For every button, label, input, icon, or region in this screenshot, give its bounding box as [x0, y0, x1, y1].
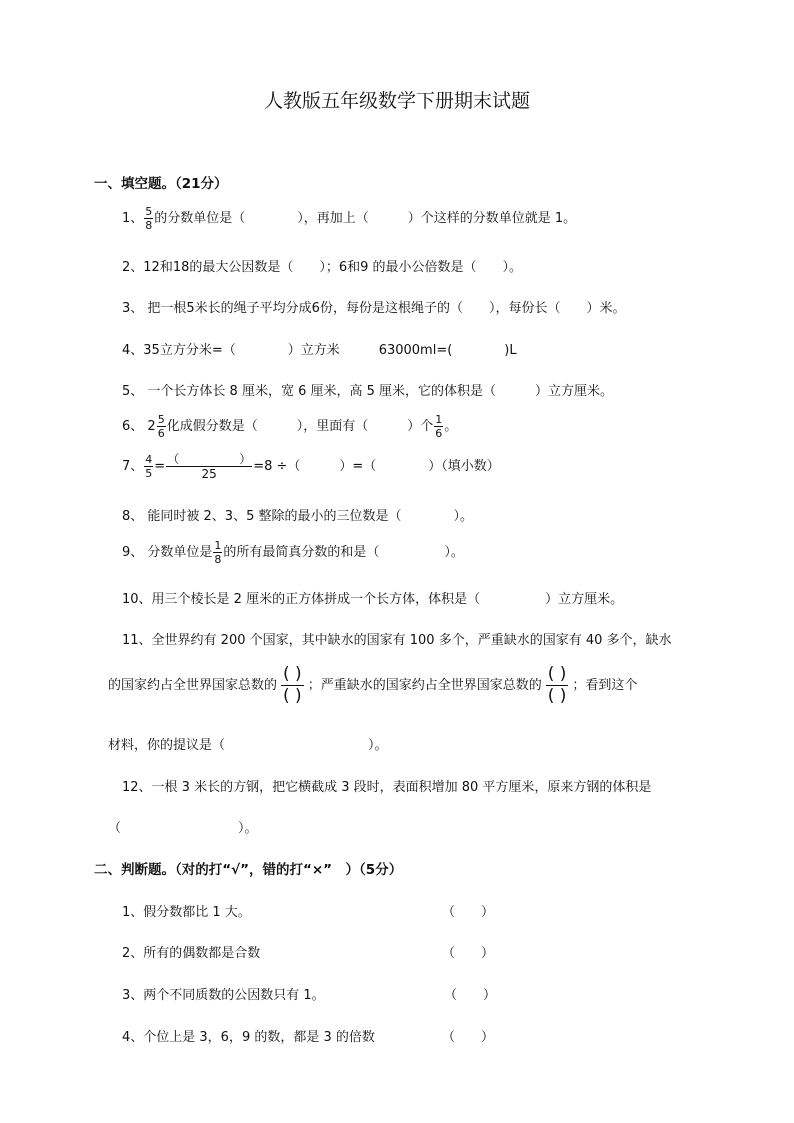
fraction-1-8: $\frac{1}{8}$ [214, 539, 222, 566]
judge-answer-2: （ ） [442, 946, 495, 961]
fraction-blank-25: $\frac{( )}{25}$ [167, 452, 252, 481]
question-12-line-2: （ ）。 [108, 821, 258, 836]
fraction-1-6: $\frac{1}{6}$ [435, 413, 443, 440]
question-11-line-3: 材料，你的提议是（ ）。 [108, 738, 388, 753]
judge-item-1: 1、假分数都比 1 大。 [122, 905, 251, 920]
question-5: 5、 一个长方体长 8 厘米，宽 6 厘米，高 5 厘米，它的体积是（ ）立方厘米。 [122, 384, 614, 399]
section-true-false-heading: 二、判断题。（对的打“√”，错的打“×” ）（5分） [94, 862, 403, 878]
blank-fraction-1: ( ) ( ) [283, 664, 302, 706]
blank-fraction-2: ( ) ( ) [547, 664, 567, 706]
fraction-4-5: $\frac{4}{5}$ [145, 453, 153, 480]
mixed-number: 2 $\frac{5}{6}$ [147, 413, 165, 440]
question-2: 2、12和18的最大公因数是（ ）；6和9 的最小公倍数是（ ）。 [122, 260, 523, 275]
section-fill-in-heading: 一、填空题。（21分） [94, 176, 228, 192]
page-title: 人教版五年级数学下册期末试题 [263, 90, 530, 112]
question-3: 3、 把一根5米长的绳子平均分成6份，每份是这根绳子的（ ），每份长（ ）米。 [122, 301, 626, 316]
judge-item-3: 3、两个不同质数的公因数只有 1。 [122, 988, 325, 1003]
question-4: 4、35立方分米=（ ）立方米 63000ml=( )L [122, 343, 517, 358]
judge-answer-3: （ ） [444, 988, 497, 1003]
question-8: 8、 能同时被 2、3、5 整除的最小的三位数是（ ）。 [122, 509, 473, 524]
fraction-5-8: $\frac{5}{8}$ [145, 205, 153, 232]
judge-item-4: 4、个位上是 3，6，9 的数，都是 3 的倍数 [122, 1030, 375, 1045]
question-6: 6、 2 $\frac{5}{6}$ 化成假分数是（ ），里面有（ ）个 $\frac{1}{6}$ 。 [122, 413, 458, 440]
judge-item-2: 2、所有的偶数都是合数 [122, 946, 261, 961]
judge-answer-4: （ ） [442, 1030, 495, 1045]
question-11-line-2: 的国家约占全世界国家总数的 ( ) ( ) ；严重缺水的国家约占全世界国家总数的 ( ) ( ) ；看到这个 [108, 664, 638, 706]
question-9: 9、 分数单位是 $\frac{1}{8}$ 的所有最简真分数的和是（ ）。 [122, 539, 464, 566]
question-1: 1、 $\frac{5}{8}$ 的分数单位是（ ），再加上（ ）个这样的分数单位就是 1。 [122, 205, 577, 232]
question-10: 10、用三个棱长是 2 厘米的正方体拼成一个长方体，体积是（ ）立方厘米。 [122, 592, 624, 607]
question-7: 7、 $\frac{4}{5}$ = $\frac{( )}{25}$ =8 ÷（ ）=（ ）（填小数） [122, 452, 500, 481]
question-12-line-1: 12、一根 3 米长的方钢，把它横截成 3 段时，表面积增加 80 平方厘米，原来方钢的体积是 [122, 780, 652, 795]
question-11-line-1: 11、全世界约有 200 个国家，其中缺水的国家有 100 多个，严重缺水的国家有 40 多个，缺水 [122, 633, 672, 648]
judge-answer-1: （ ） [442, 905, 495, 920]
